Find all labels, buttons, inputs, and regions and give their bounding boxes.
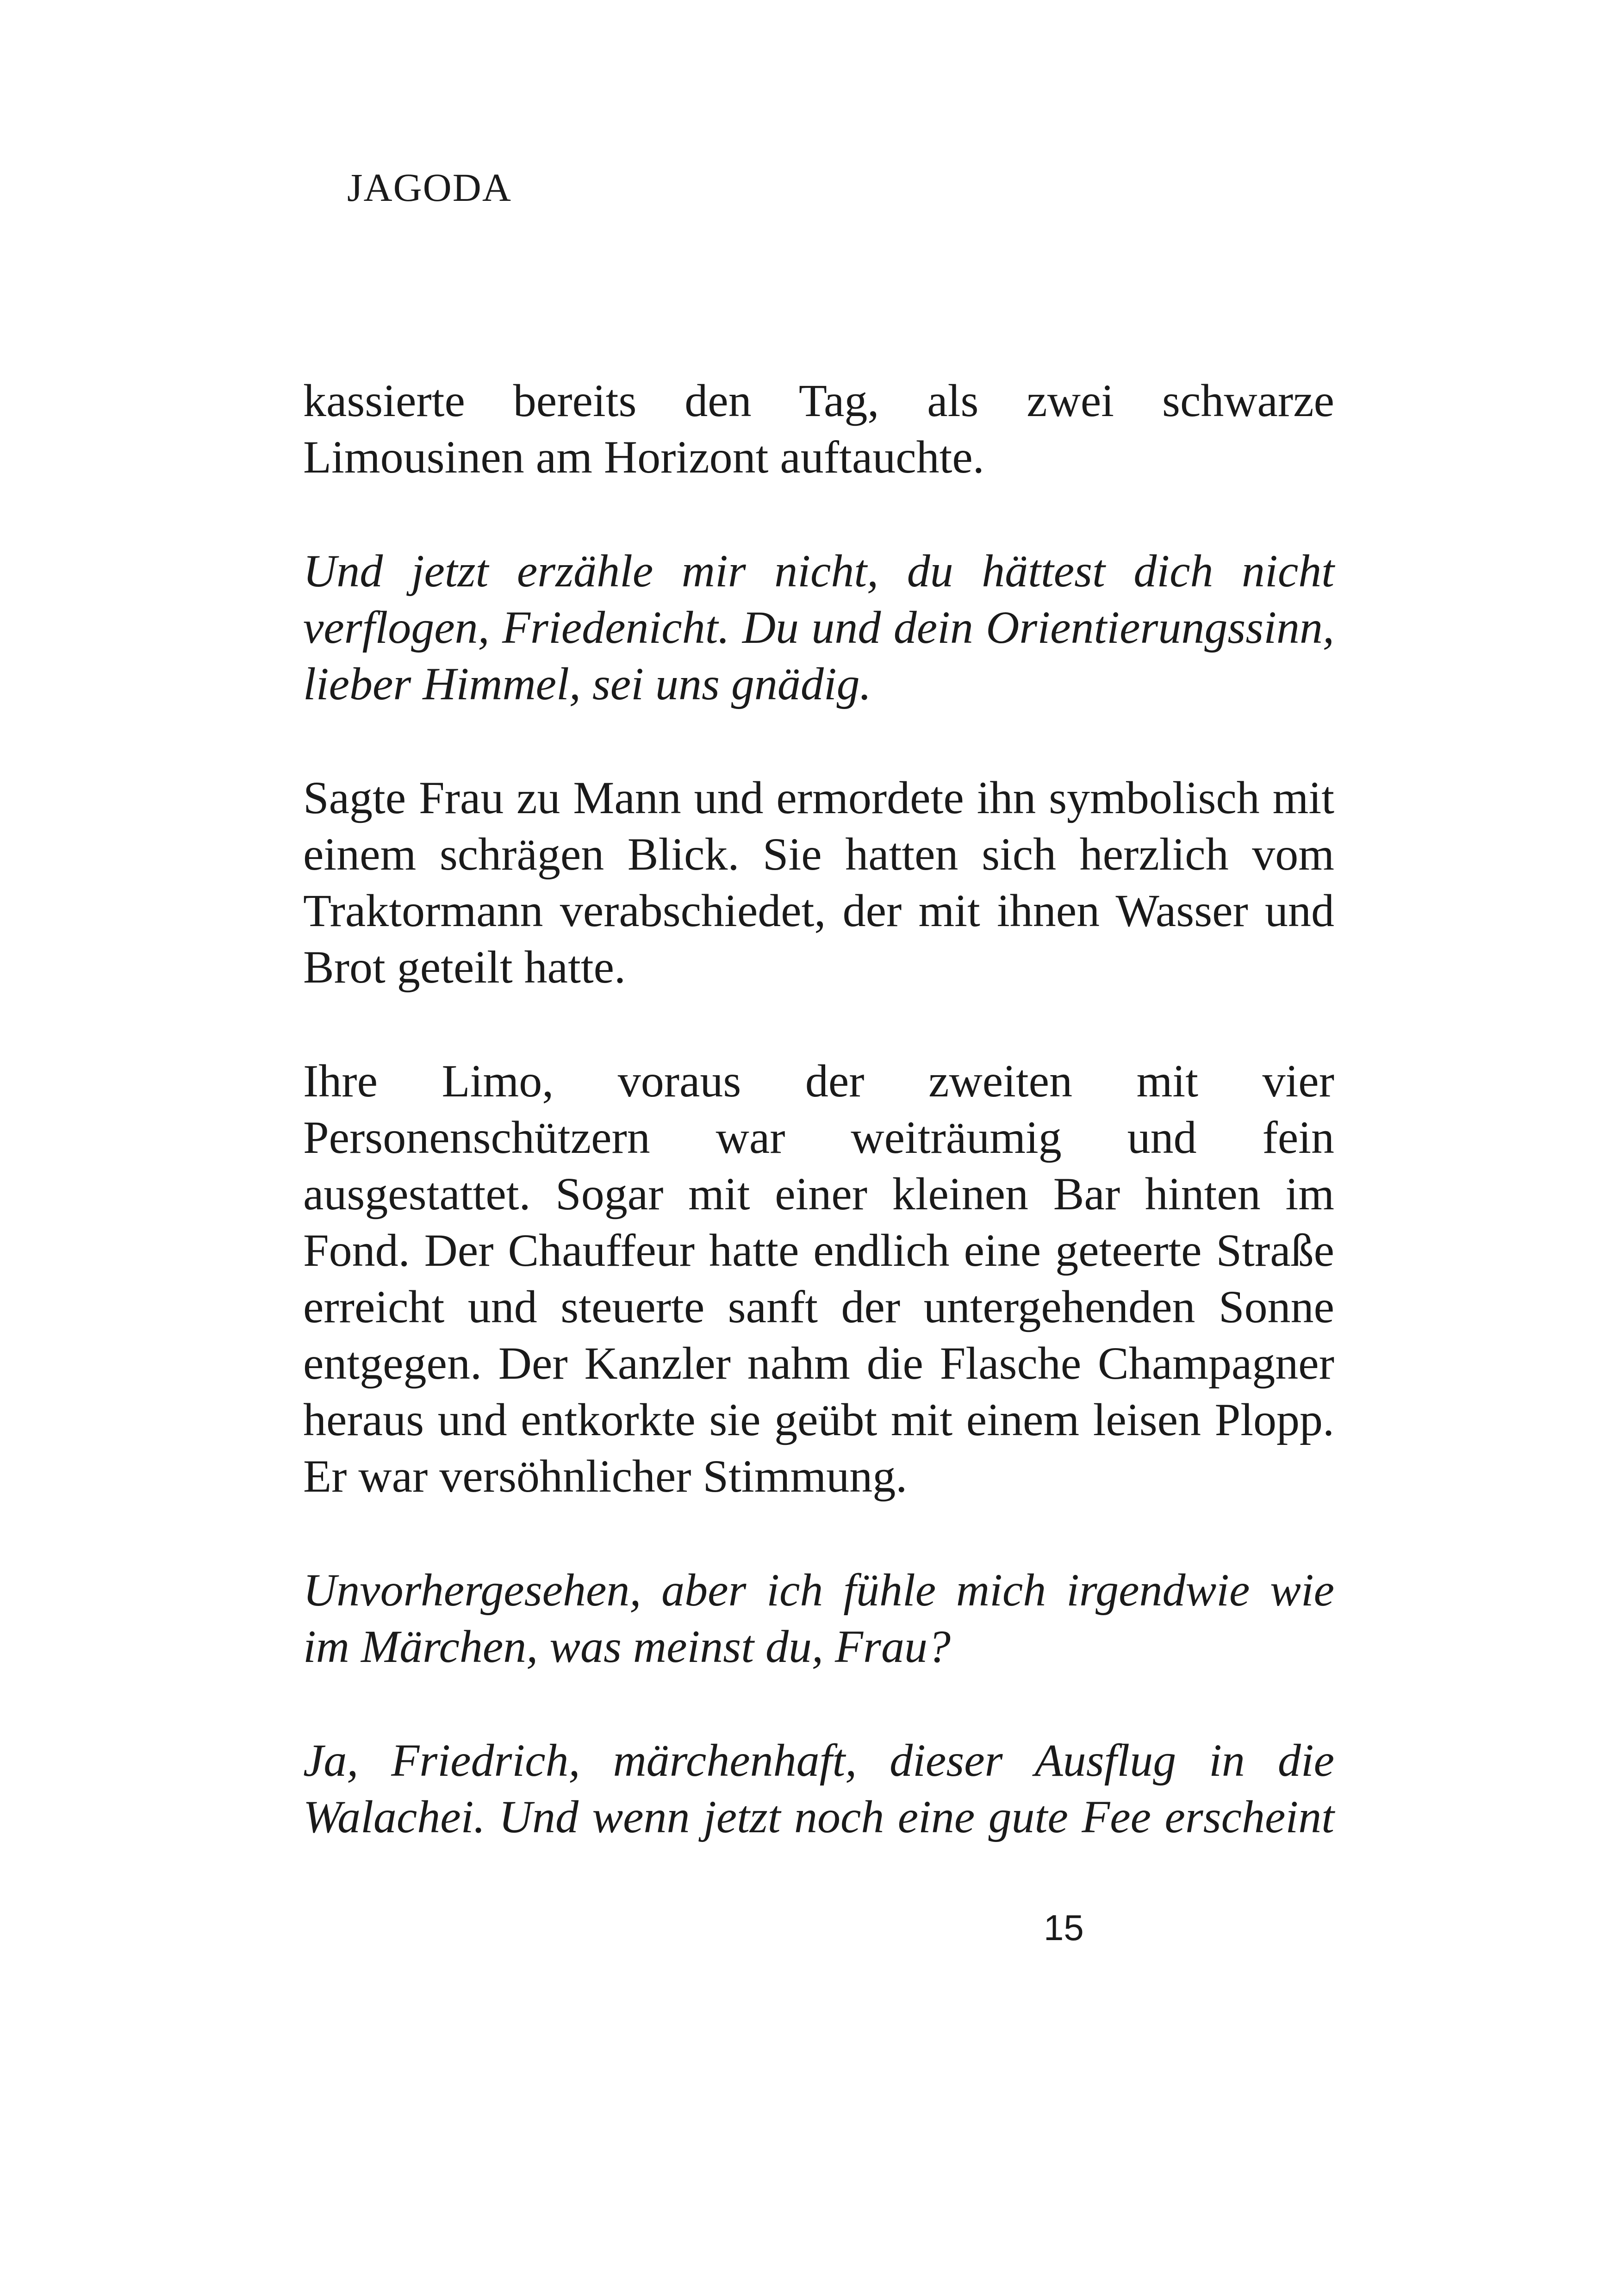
paragraph-4: Ihre Limo, voraus der zweiten mit vier Personenschützern war weiträumig und fein ausgestattet. Sogar mit einer kleinen Bar hinten im Fond. Der Chauffeur hatte endlich eine geteerte Straße erreicht und steuerte sanft der untergehenden Sonne entgegen. Der Kanzler nahm die Flasche Champagner heraus und entkorkte sie geübt mit einem leisen Plopp. Er war versöhnlicher Stimmung. — [303, 1055, 1334, 1502]
paragraph-3: Sagte Frau zu Mann und ermordete ihn symbolisch mit einem schrägen Blick. Sie hatten sich herzlich vom Traktormann verabschiedet, der mit ihnen Wasser und Brot geteilt hatte. — [303, 772, 1334, 993]
body-text — [303, 373, 1334, 1903]
paragraph-6: Ja, Friedrich, märchenhaft, dieser Ausflug in die Walachei. Und wenn jetzt noch eine gute Fee erscheint — [303, 1735, 1334, 1842]
paragraph-5: Unvorhergesehen, aber ich fühle mich irgendwie wie im Märchen, was meinst du, Frau? — [303, 1564, 1334, 1672]
paragraph-2: Und jetzt erzähle mir nicht, du hättest dich nicht verflogen, Friedenicht. Du und dein Orientierungssinn, lieber Himmel, sei uns gnädig. — [303, 545, 1334, 709]
running-header: JAGODA — [347, 165, 512, 210]
paragraph-1: kassierte bereits den Tag, als zwei schwarze Limousinen am Horizont auftauchte. — [303, 375, 1334, 483]
page-number: 15 — [1044, 1907, 1084, 1948]
